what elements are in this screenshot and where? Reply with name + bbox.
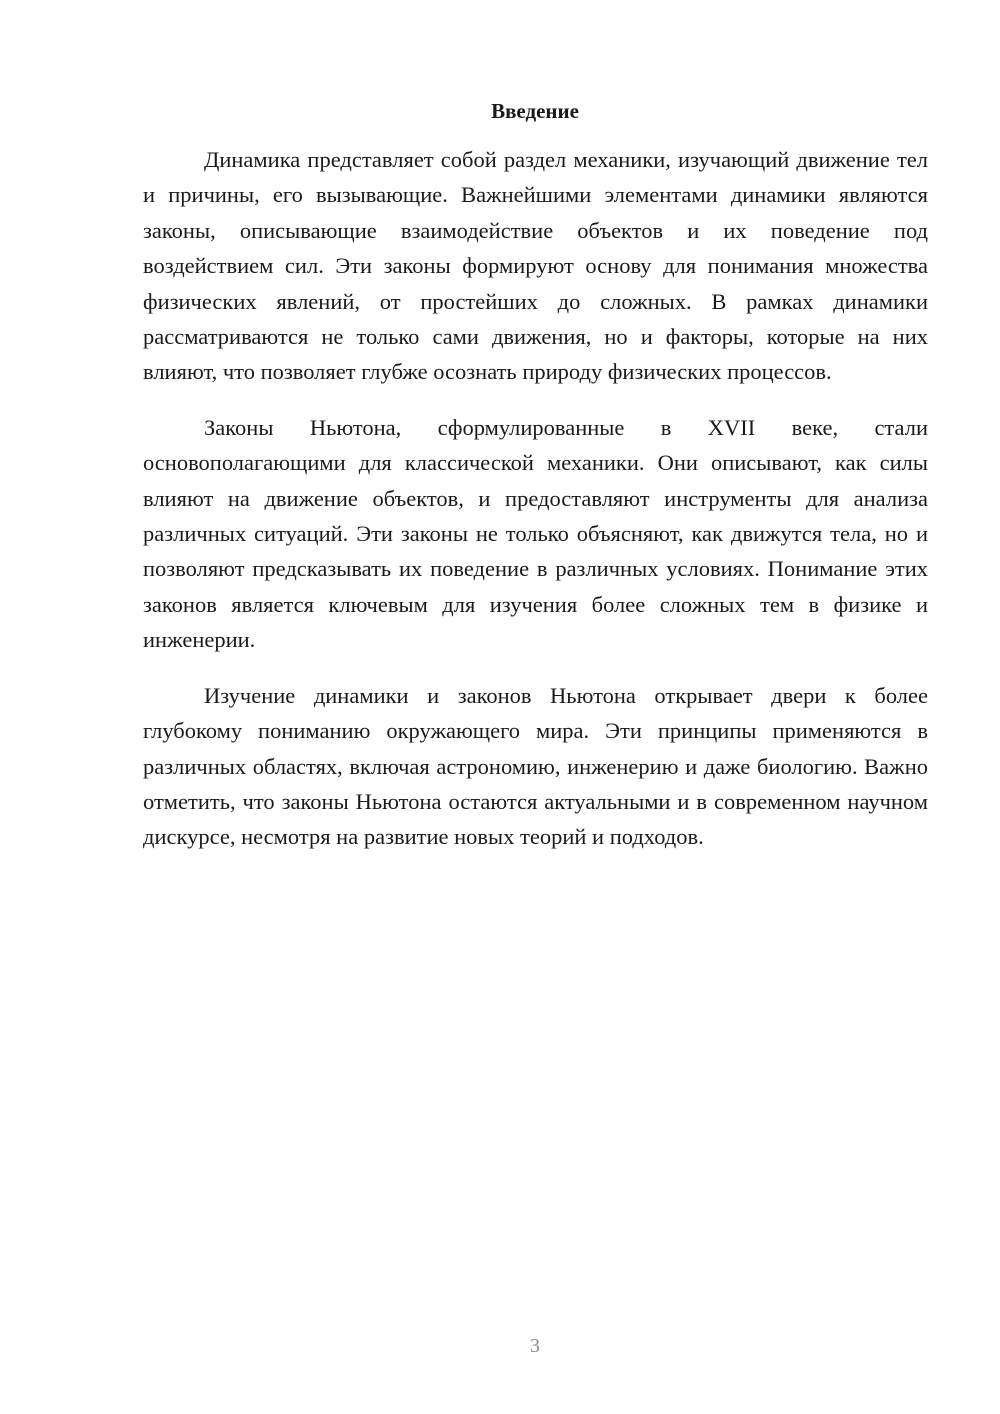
- paragraph-3: Изучение динамики и законов Ньютона открывает двери к более глубокому пониманию окружающего мира. Эти принципы применяются в различных областях, включая астрономию, инженерию и даже биологию. Важно отметить, что законы Ньютона остаются актуальными и в современном научном дискурсе, несмотря на развитие новых теорий и подходов.: [143, 682, 928, 850]
- paragraph-2: Законы Ньютона, сформулированные в XVII веке, стали основополагающими для классической механики. Они описывают, как силы влияют на движение объектов, и предоставляют инструменты для анализа различных ситуаций. Эти законы не только объясняют, как движутся тела, но и позволяют предсказывать их поведение в различных условиях. Понимание этих законов является ключевым для изучения более сложных тем в физике и инженерии.: [143, 414, 928, 653]
- paragraph-1: Динамика представляет собой раздел механики, изучающий движение тел и причины, его вызывающие. Важнейшими элементами динамики являются законы, описывающие взаимодействие объектов и их поведение под воздействием сил. Эти законы формируют основу для понимания множества физических явлений, от простейших до сложных. В рамках динамики рассматриваются не только сами движения, но и факторы, которые на них влияют, что позволяет глубже осознать природу физических процессов.: [143, 147, 928, 385]
- body-text: [143, 142, 928, 875]
- page-number: 3: [530, 1335, 540, 1357]
- section-title: Введение: [491, 99, 579, 123]
